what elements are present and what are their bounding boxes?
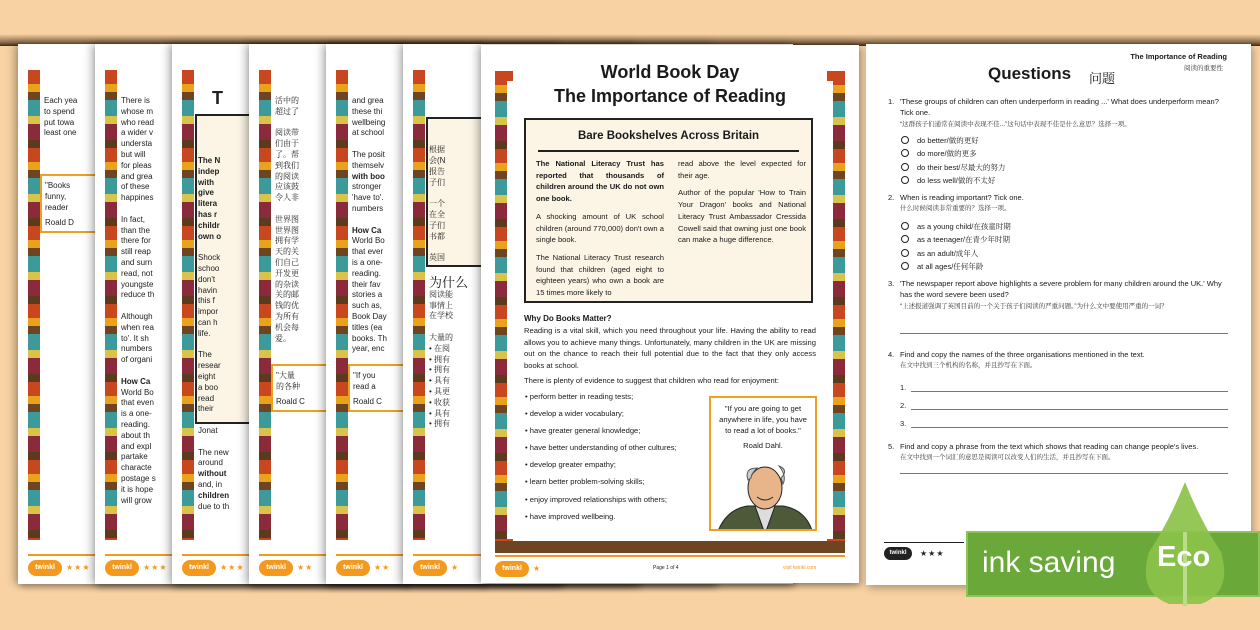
- q1-option[interactable]: [901, 175, 995, 186]
- text-fragment: of organi: [121, 355, 153, 365]
- text-fragment: their fav: [352, 279, 381, 289]
- text-fragment: understa: [121, 139, 153, 149]
- text-fragment: 爱。: [275, 333, 291, 343]
- text-fragment: with: [198, 177, 214, 187]
- evidence-intro: There is plenty of evidence to suggest that children who read for enjoyment:: [524, 376, 779, 385]
- text-fragment: 超过了: [275, 106, 299, 116]
- text-fragment: 的杂读: [275, 279, 299, 289]
- text-fragment: reading.: [121, 420, 150, 429]
- difficulty-stars: ★★: [374, 563, 391, 572]
- text-fragment: has r: [198, 210, 218, 219]
- text-fragment: Book Day: [352, 312, 387, 321]
- news-para: A shocking amount of UK school children (around 770,000) don't own a single book.: [536, 211, 664, 245]
- text-fragment: themselv: [352, 160, 385, 170]
- difficulty-stars: ★: [451, 563, 460, 572]
- twinkl-logo: twinkl: [495, 561, 529, 577]
- text-fragment: schoo: [198, 264, 220, 273]
- q5-text-zh: 在文中找到一个词汇的意思是阅读可以改变人们的生活，并且抄写在下面。: [900, 454, 1115, 461]
- list-item: • have better understanding of other cultures;: [525, 443, 677, 453]
- radio-circle-icon[interactable]: [901, 136, 909, 144]
- text-fragment: 根据: [429, 145, 445, 155]
- text-fragment: without: [198, 469, 227, 479]
- text-fragment: Although: [121, 312, 153, 321]
- q4-line-number: 2.: [900, 401, 907, 410]
- list-item: • have improved wellbeing.: [525, 511, 616, 521]
- text-fragment: to'. It sh: [121, 333, 149, 343]
- text-fragment: How Ca: [121, 376, 151, 386]
- text-fragment: The new: [198, 447, 229, 457]
- text-fragment: • 拥有: [429, 419, 451, 429]
- text-fragment: stronger: [352, 182, 382, 192]
- quote-box: [709, 396, 817, 531]
- text-fragment: their: [198, 404, 214, 414]
- answer-line[interactable]: [911, 391, 1228, 392]
- text-fragment: whose m: [121, 106, 154, 116]
- bookshelf-border: [182, 70, 194, 540]
- text-fragment: In fact,: [121, 214, 146, 224]
- text-fragment: • 在阅: [429, 343, 451, 353]
- quote-text: "大量: [276, 371, 295, 380]
- q2-number: 2.: [888, 193, 895, 202]
- text-fragment: resear: [198, 361, 221, 371]
- text-fragment: and grea: [121, 171, 153, 181]
- news-para: read above the level expected for their age.: [678, 159, 806, 180]
- option-label: as an adult/成年人: [917, 249, 979, 258]
- text-fragment: and expl: [121, 441, 152, 451]
- page-number: Page 1 of 4: [653, 565, 679, 571]
- text-fragment: least one: [44, 128, 77, 138]
- answer-line[interactable]: [900, 473, 1228, 474]
- q2-option[interactable]: [901, 261, 983, 272]
- text-fragment: childr: [198, 220, 220, 230]
- questions-title: Questions: [988, 64, 1072, 83]
- text-fragment: • 收获: [429, 397, 451, 407]
- text-fragment: and surn: [121, 258, 153, 267]
- text-fragment: of these: [121, 182, 150, 192]
- q3-number: 3.: [888, 279, 895, 288]
- q2-option[interactable]: [901, 248, 978, 259]
- difficulty-stars: ★★: [297, 563, 314, 572]
- news-col-2: [678, 158, 806, 252]
- text-fragment: still reap: [121, 247, 151, 257]
- text-fragment: such as,: [352, 301, 382, 311]
- radio-circle-icon[interactable]: [901, 222, 909, 230]
- twinkl-logo: twinkl: [182, 560, 216, 576]
- text-fragment: due to th: [198, 501, 230, 511]
- difficulty-stars: ★★★: [220, 563, 245, 572]
- text-fragment: numbers: [121, 344, 153, 354]
- text-fragment: How Ca: [352, 225, 382, 235]
- text-fragment: eight: [198, 372, 216, 381]
- text-fragment: 令人非: [275, 193, 299, 203]
- quote-text: "Books: [45, 181, 71, 190]
- bookshelf-border-bottom: [495, 541, 845, 553]
- text-fragment: 事情上: [429, 300, 453, 310]
- text-fragment: 报告: [429, 166, 445, 176]
- text-fragment: wellbeing: [352, 117, 386, 127]
- bookshelf-border: [336, 70, 348, 540]
- option-label: as a young child/在孩童时期: [917, 222, 1011, 231]
- text-fragment: and, in: [198, 480, 223, 489]
- text-fragment: 为所有: [275, 312, 299, 321]
- website-link[interactable]: visit twinkl.com: [783, 565, 817, 571]
- news-box: [524, 118, 813, 303]
- quote-text: reader: [45, 203, 69, 212]
- q2-option[interactable]: [901, 221, 1011, 232]
- text-fragment: World Bo: [121, 387, 154, 397]
- footer-line: [495, 555, 845, 557]
- list-item: • learn better problem-solving skills;: [525, 477, 645, 487]
- text-fragment: books. Th: [352, 333, 387, 343]
- option-label: at all ages/任何年龄: [917, 262, 984, 271]
- title-line-1: World Book Day: [600, 62, 740, 82]
- text-fragment: 在全: [429, 210, 445, 219]
- quote-text: funny,: [45, 192, 67, 201]
- text-fragment: 活中的: [275, 96, 299, 105]
- text-fragment: titles (ea: [352, 322, 383, 332]
- text-fragment: 了。帮: [275, 150, 299, 159]
- text-fragment: • 具有: [429, 376, 451, 386]
- text-fragment: 会(N: [429, 156, 446, 165]
- text-fragment: is a one-: [352, 258, 383, 267]
- text-fragment: There is: [121, 96, 150, 105]
- q4-text-zh: 在文中找到三个机构的名称，并且抄写在下面。: [900, 362, 1037, 369]
- quote-text: "If you: [353, 371, 376, 380]
- quote-text: "If you are going to get anywhere in life, you have to read a lot of books.": [719, 404, 807, 435]
- q2-option[interactable]: [901, 234, 1010, 245]
- text-fragment: reduce th: [121, 290, 155, 300]
- text-fragment: 天的关: [275, 247, 299, 257]
- benefits-list: [525, 392, 703, 529]
- text-fragment: 到我们: [275, 160, 299, 170]
- text-fragment: Jonat: [198, 426, 218, 435]
- quote-text: 的各种: [276, 382, 300, 391]
- q1-number: 1.: [888, 97, 895, 106]
- q4-text: Find and copy the names of the three organisations mentioned in the text.: [900, 350, 1145, 359]
- text-fragment: with boo: [352, 171, 385, 181]
- text-fragment: 们自己: [275, 258, 299, 267]
- text-fragment: 为什么: [429, 274, 469, 290]
- text-fragment: postage s: [121, 474, 156, 483]
- text-fragment: about th: [121, 430, 150, 440]
- text-fragment: that even: [121, 398, 154, 408]
- text-fragment: a boo: [198, 382, 219, 392]
- text-fragment: 在学校: [429, 311, 453, 321]
- option-label: do better/做的更好: [917, 136, 979, 145]
- text-fragment: can h: [198, 318, 218, 327]
- text-fragment: children: [198, 490, 230, 500]
- radio-circle-icon[interactable]: [901, 176, 909, 184]
- ink-saving-text: ink saving: [982, 546, 1116, 579]
- option-label: do their best/尽最大的努力: [917, 163, 1006, 172]
- main-worksheet-page: [481, 45, 859, 583]
- radio-circle-icon[interactable]: [901, 149, 909, 157]
- text-fragment: don't: [198, 274, 216, 284]
- q1-text: 'These groups of children can often underperform in reading ...' What does underperform mean? Tick one.: [900, 97, 1219, 117]
- text-fragment: at school: [352, 128, 385, 138]
- difficulty-stars: ★★★: [66, 563, 91, 572]
- text-fragment: 们由于: [275, 139, 299, 149]
- page-heading: T: [212, 88, 223, 108]
- news-box-heading: Bare Bookshelves Across Britain: [577, 130, 760, 142]
- difficulty-stars: ★★★: [143, 563, 168, 572]
- list-item: • develop greater empathy;: [525, 460, 616, 470]
- text-fragment: Shock: [198, 253, 221, 263]
- text-fragment: • 拥有: [429, 365, 451, 375]
- q1-option[interactable]: [901, 148, 977, 159]
- answer-line[interactable]: [911, 409, 1228, 410]
- text-fragment: The posit: [352, 150, 385, 159]
- text-fragment: a wider v: [121, 128, 154, 138]
- q3-text-zh: “上述报道强调了英国目前的一个关于孩子们阅读的严重问题。”为什么文中要使用严重的一词？: [900, 303, 1168, 310]
- q4-number: 4.: [888, 350, 895, 359]
- list-item: • develop a wider vocabulary;: [525, 409, 624, 419]
- quote-author: Roald D: [45, 218, 74, 227]
- text-fragment: • 拥有: [429, 354, 451, 364]
- text-fragment: give: [198, 188, 215, 198]
- text-fragment: 一个: [429, 199, 445, 209]
- q4-line-number: 3.: [900, 419, 907, 428]
- q2-text: When is reading important? Tick one.: [900, 193, 1024, 202]
- q1-text-zh: “这群孩子们通常在阅读中表现不佳...”这句话中表现不佳是什么意思？选择一项。: [900, 121, 1131, 128]
- text-fragment: 拥有学: [275, 236, 299, 246]
- text-fragment: litera: [198, 199, 218, 209]
- text-fragment: impor: [198, 307, 219, 317]
- text-fragment: it is hope: [121, 484, 154, 494]
- radio-circle-icon[interactable]: [901, 262, 909, 270]
- text-fragment: 子们: [429, 177, 445, 187]
- news-para: The National Literacy Trust has reported that thousands of children around the UK do not own one book.: [536, 159, 664, 204]
- text-fragment: The: [198, 350, 212, 360]
- questions-title-zh: 问题: [1089, 71, 1116, 86]
- bookshelf-border: [28, 70, 40, 540]
- text-fragment: put towa: [44, 117, 75, 127]
- text-fragment: 钱的优: [275, 301, 299, 311]
- text-fragment: to spend: [44, 106, 75, 116]
- text-fragment: and grea: [352, 96, 384, 105]
- divider: [538, 150, 799, 152]
- bookshelf-border: [413, 70, 425, 540]
- list-item: • have greater general knowledge;: [525, 426, 641, 436]
- q5-number: 5.: [888, 442, 895, 451]
- eco-label: Eco: [1157, 541, 1211, 573]
- text-fragment: read, not: [121, 268, 153, 278]
- text-fragment: 关的邮: [275, 290, 299, 300]
- text-fragment: 应该鼓: [275, 182, 299, 192]
- q3-text: 'The newspaper report above highlights a severe problem for many children around the UK.' Why has the word severe been used?: [900, 279, 1222, 299]
- header-title-zh: 阅读的重要性: [1184, 65, 1223, 72]
- text-fragment: life.: [198, 328, 211, 338]
- twinkl-logo: twinkl: [413, 560, 447, 576]
- text-fragment: havin: [198, 285, 218, 295]
- twinkl-logo: twinkl: [259, 560, 293, 576]
- radio-circle-icon[interactable]: [901, 163, 909, 171]
- q1-option[interactable]: [901, 162, 1005, 173]
- list-item: • enjoy improved relationships with others;: [525, 494, 667, 504]
- text-fragment: this f: [198, 296, 215, 306]
- text-fragment: World Bo: [352, 236, 385, 246]
- text-fragment: than the: [121, 225, 150, 235]
- roald-dahl-portrait-icon: [717, 464, 813, 531]
- text-fragment: is a one-: [121, 409, 152, 419]
- text-fragment: that ever: [352, 247, 384, 257]
- quote-author: Roald C: [276, 397, 305, 406]
- text-fragment: 世界图: [275, 214, 299, 224]
- text-fragment: read: [198, 393, 215, 403]
- text-fragment: • 具有: [429, 408, 451, 418]
- section-paragraph: Reading is a vital skill, which you need throughout your life. Having the ability to read allows you to achieve many things. Unfortunately, many children in the UK are missing out on the chance to reach their full potential due to the fact that they only access books at school.: [524, 326, 816, 371]
- section-heading: Why Do Books Matter?: [524, 314, 612, 323]
- text-fragment: youngste: [121, 279, 154, 289]
- text-fragment: when rea: [121, 322, 154, 332]
- q5-text: Find and copy a phrase from the text which shows that reading can change people's lives.: [900, 442, 1199, 451]
- q2-text-zh: 什么时候阅读非常重要的？选择一项。: [900, 205, 1011, 212]
- text-fragment: stories a: [352, 290, 383, 300]
- text-fragment: year, enc: [352, 344, 385, 354]
- text-fragment: indep: [198, 166, 220, 176]
- text-fragment: there for: [121, 236, 151, 246]
- news-para: The National Literacy Trust research found that children (aged eight to eighteen years) who own a book are 15 times more likely to: [536, 252, 664, 298]
- text-fragment: numbers: [352, 204, 384, 213]
- text-fragment: but will: [121, 150, 146, 159]
- answer-line[interactable]: [911, 427, 1228, 428]
- text-fragment: reading.: [352, 268, 381, 278]
- text-fragment: will grow: [121, 495, 152, 505]
- text-fragment: Each yea: [44, 96, 78, 105]
- text-fragment: 子们: [429, 220, 445, 230]
- text-fragment: who read: [121, 117, 154, 127]
- news-col-1: [536, 158, 664, 305]
- text-fragment: happines: [121, 193, 154, 203]
- answer-line[interactable]: [900, 333, 1228, 334]
- text-fragment: 开发更: [275, 268, 299, 278]
- q4-line-number: 1.: [900, 383, 907, 392]
- quote-author: Roald Dahl.: [743, 441, 783, 450]
- twinkl-logo: twinkl: [884, 547, 912, 560]
- quote-text: read a: [353, 382, 376, 391]
- text-fragment: 阅读能: [429, 289, 453, 299]
- title-line-2: The Importance of Reading: [553, 86, 787, 106]
- twinkl-logo: twinkl: [336, 560, 370, 576]
- text-fragment: around: [198, 458, 223, 468]
- footer-line: [884, 542, 964, 543]
- quote-author: Roald C: [353, 397, 382, 406]
- twinkl-logo: twinkl: [105, 560, 139, 576]
- bookshelf-border: [259, 70, 271, 540]
- text-fragment: for pleas: [121, 160, 152, 170]
- difficulty-stars: ★: [533, 564, 542, 573]
- text-fragment: • 具更: [429, 387, 451, 396]
- radio-circle-icon[interactable]: [901, 249, 909, 257]
- bookshelf-border: [105, 70, 117, 540]
- option-label: as a teenager/在青少年时期: [917, 235, 1010, 244]
- text-fragment: partake: [121, 452, 148, 462]
- radio-circle-icon[interactable]: [901, 235, 909, 243]
- text-fragment: 机会每: [275, 322, 299, 332]
- option-label: do less well/做的不太好: [917, 176, 996, 185]
- text-fragment: own o: [198, 231, 222, 241]
- news-para: Author of the popular 'How to Train Your Dragon' books and National Literacy Trust Ambassador Cressida Cowell said that owning just one book can make a huge difference.: [678, 188, 806, 245]
- text-fragment: The N: [198, 156, 221, 165]
- text-fragment: 阅读带: [275, 128, 299, 138]
- text-fragment: 大量的: [429, 333, 453, 342]
- list-item: • perform better in reading tests;: [525, 392, 634, 401]
- text-fragment: these thi: [352, 106, 383, 116]
- text-fragment: 英国: [429, 253, 445, 263]
- difficulty-stars: ★★★: [920, 549, 945, 558]
- text-fragment: 的阅读: [275, 171, 299, 181]
- text-fragment: 书都: [429, 231, 445, 241]
- text-fragment: characte: [121, 463, 152, 473]
- option-label: do more/做的更多: [917, 149, 977, 158]
- header-title: The Importance of Reading: [1130, 52, 1227, 61]
- q1-option[interactable]: [901, 135, 979, 146]
- twinkl-logo: twinkl: [28, 560, 62, 576]
- text-fragment: 'have to'.: [352, 193, 384, 203]
- text-fragment: 世界图: [275, 225, 299, 235]
